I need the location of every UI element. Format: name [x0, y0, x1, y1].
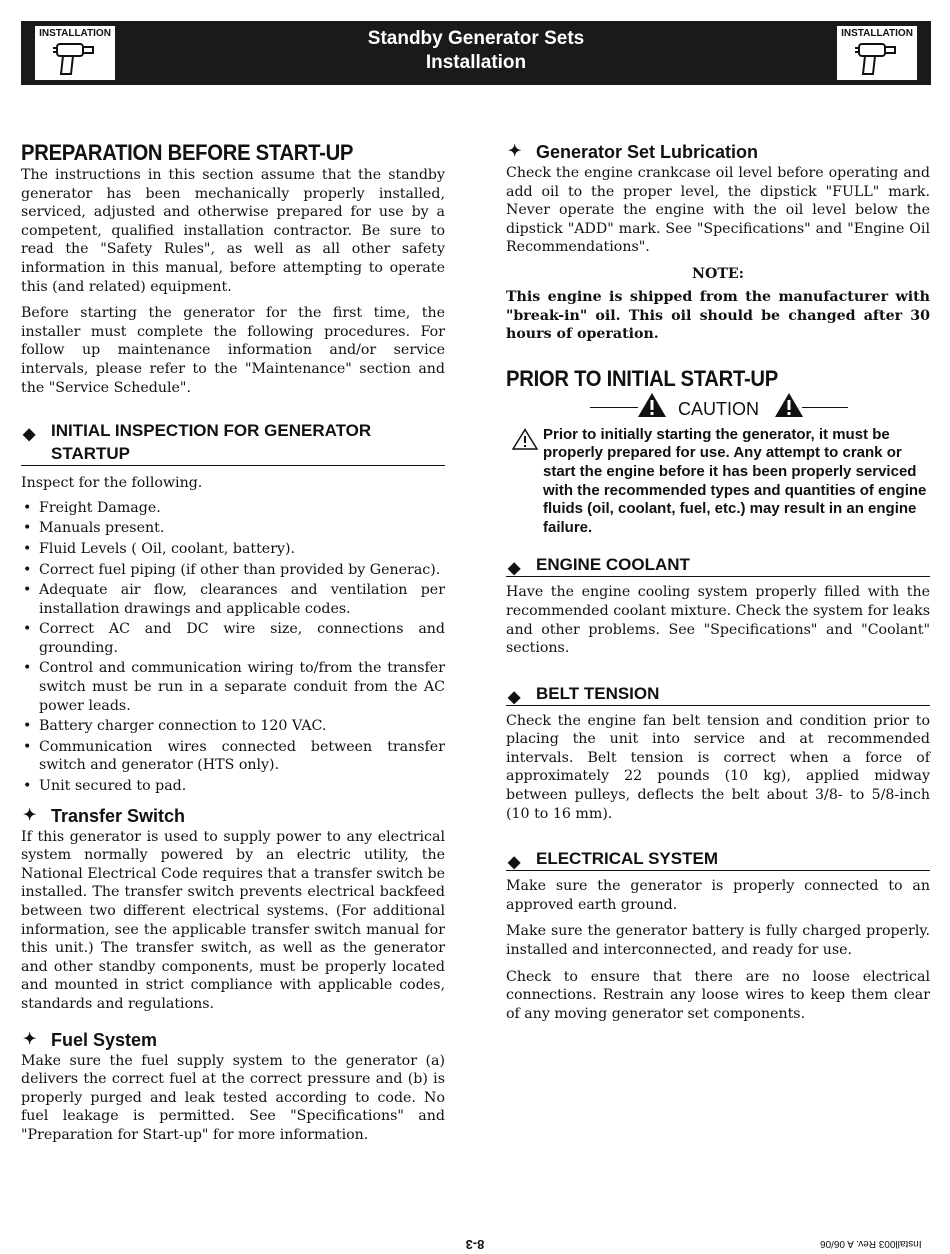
lube-paragraph: Check the engine crankcase oil level before operating and add oil to the proper level, the dipstick "FULL" mark. Never operate the engine with the oil level below the dipstick "ADD" mark. See "Specifications" and "Engine Oil Recommendations".: [506, 165, 930, 256]
prep-paragraph-2: Before starting the generator for the first time, the installer must complete the following procedures. For follow up maintenance information and/or service intervals, please refer to the "Maintenance" section and the "Service Schedule".: [21, 305, 445, 396]
badge-label: INSTALLATION: [39, 28, 111, 39]
list-item: • Adequate air flow, clearances and ventilation per installation drawings and applicable codes.: [21, 581, 445, 618]
list-item: • Control and communication wiring to/from the transfer switch must be run in a separate conduit from the AC power leads.: [21, 659, 445, 715]
belt-paragraph: Check the engine fan belt tension and condition prior to placing the unit into service and at recommended intervals. Belt tension is correct when a force of approximately 22 pounds (10 kg), applied midway between pulleys, deflects the belt about 3/8- to 5/8-inch (10 to 16 mm).: [506, 712, 930, 822]
four-point-star-icon: ✦: [23, 806, 37, 824]
caution-message: [506, 426, 930, 538]
note-title: NOTE:: [692, 265, 744, 282]
caution-text: Prior to initially starting the generator, it must be properly prepared for use. Any attempt to crank or start the engine before it has been properly serviced with the recommended types and quantities of engine fluids (oil, coolant, fuel, etc.) may result in an engine failure.: [543, 425, 927, 536]
electrical-paragraph-3: Check to ensure that there are no loose electrical connections. Restrain any loose wires to keep them clear of any moving generator set components.: [506, 968, 930, 1022]
warning-triangle-icon: [774, 392, 804, 418]
list-item: • Correct fuel piping (if other than provided by Generac).: [21, 561, 445, 580]
prep-paragraph-1: The instructions in this section assume that the standby generator has been mechanically properly installed, serviced, adjusted and otherwise prepared for use by a competent, qualified installation contractor. Be sure to read the "Safety Rules", as well as all other safety information in this manual, before attempting to operate this (and related) equipment.: [21, 167, 445, 295]
lube-heading-text: Generator Set Lubrication: [536, 142, 759, 162]
subsection-heading-electrical-system: [506, 847, 930, 871]
drill-icon: [855, 40, 899, 78]
list-item: • Manuals present.: [21, 519, 445, 538]
transfer-heading-text: Transfer Switch: [51, 805, 186, 826]
subsection-heading-lubrication: [506, 140, 930, 164]
caution-label: CAUTION: [678, 398, 759, 419]
list-item: • Battery charger connection to 120 VAC.: [21, 717, 445, 736]
belt-heading-text: BELT TENSION: [536, 683, 660, 703]
electrical-heading-text: ELECTRICAL SYSTEM: [536, 849, 718, 869]
subsection-heading-inspection: [21, 419, 445, 466]
inspection-list: [21, 499, 445, 796]
electrical-paragraph-2: Make sure the generator battery is fully charged properly. installed and interconnected, and ready for use.: [506, 923, 930, 959]
list-item: • Fluid Levels ( Oil, coolant, battery).: [21, 540, 445, 559]
section-heading-prior-startup: PRIOR TO INITIAL START-UP: [506, 365, 778, 391]
caution-rule-left: [590, 407, 638, 408]
four-point-star-icon: ✦: [23, 1030, 37, 1048]
list-item: • Correct AC and DC wire size, connections and grounding.: [21, 620, 445, 657]
subsection-heading-transfer-switch: [21, 804, 445, 828]
warning-outline-icon: [512, 428, 538, 450]
badge-label: INSTALLATION: [841, 28, 913, 39]
note-body: This engine is shipped from the manufacturer with "break-in" oil. This oil should be changed after 30 hours of operation.: [506, 288, 930, 343]
fuel-paragraph: Make sure the fuel supply system to the generator (a) delivers the correct fuel at the correct pressure and (b) is properly purged and leak tested according to code. No fuel leakage is permitted. See "Specifications" and "Preparation for Start-up" for more information.: [21, 1052, 445, 1143]
installation-badge-right: [837, 26, 917, 80]
coolant-paragraph: Have the engine cooling system properly filled with the recommended coolant mixture. Check the system for leaks and other problems. See "Specifications" and "Coolant" sections.: [506, 584, 930, 657]
four-point-star-icon: ✦: [508, 143, 522, 160]
header-banner: [21, 21, 931, 85]
subsection-heading-engine-coolant: [506, 553, 930, 577]
inspection-heading-text: INITIAL INSPECTION FOR GENERATOR STARTUP: [51, 421, 372, 464]
diamond-bullet-icon: ◆: [508, 688, 521, 706]
transfer-paragraph: If this generator is used to supply power to any electrical system normally powered by an electric utility, the National Electrical Code requires that a transfer switch be installed. The transfer switch prevents electrical backfeed between two different electrical systems. (For additional information, see the applicable transfer switch manual for this unit.) The transfer switch, as well as the generator and other standby components, must be properly located and mounted in strict compliance with applicable codes, standards and regulations.: [21, 828, 445, 1012]
list-item: • Communication wires connected between transfer switch and generator (HTS only).: [21, 738, 445, 775]
caution-banner: [506, 392, 930, 426]
right-column: [506, 140, 930, 1031]
document-title: [21, 27, 931, 75]
fuel-heading-text: Fuel System: [51, 1029, 158, 1050]
list-item: • Freight Damage.: [21, 499, 445, 518]
subsection-heading-belt-tension: [506, 682, 930, 706]
left-column: [21, 140, 445, 1153]
electrical-paragraph-1: Make sure the generator is properly connected to an approved earth ground.: [506, 878, 930, 913]
list-item: • Unit secured to pad.: [21, 777, 445, 796]
coolant-heading-text: ENGINE COOLANT: [536, 555, 690, 575]
title-line-1: Standby Generator Sets: [367, 28, 585, 49]
diamond-bullet-icon: ◆: [23, 426, 36, 444]
title-line-2: Installation: [425, 52, 527, 73]
revision-code: Install003 Rev. A 06/06: [820, 1238, 922, 1249]
page-number: 8-3: [465, 1237, 485, 1252]
section-heading-preparation: PREPARATION BEFORE START-UP: [21, 140, 354, 165]
subsection-heading-fuel-system: [21, 1028, 445, 1052]
diamond-bullet-icon: ◆: [508, 854, 521, 872]
warning-triangle-icon: [637, 392, 667, 418]
inspection-intro: Inspect for the following.: [21, 475, 203, 492]
caution-rule-right: [802, 407, 848, 408]
diamond-bullet-icon: ◆: [508, 560, 521, 578]
